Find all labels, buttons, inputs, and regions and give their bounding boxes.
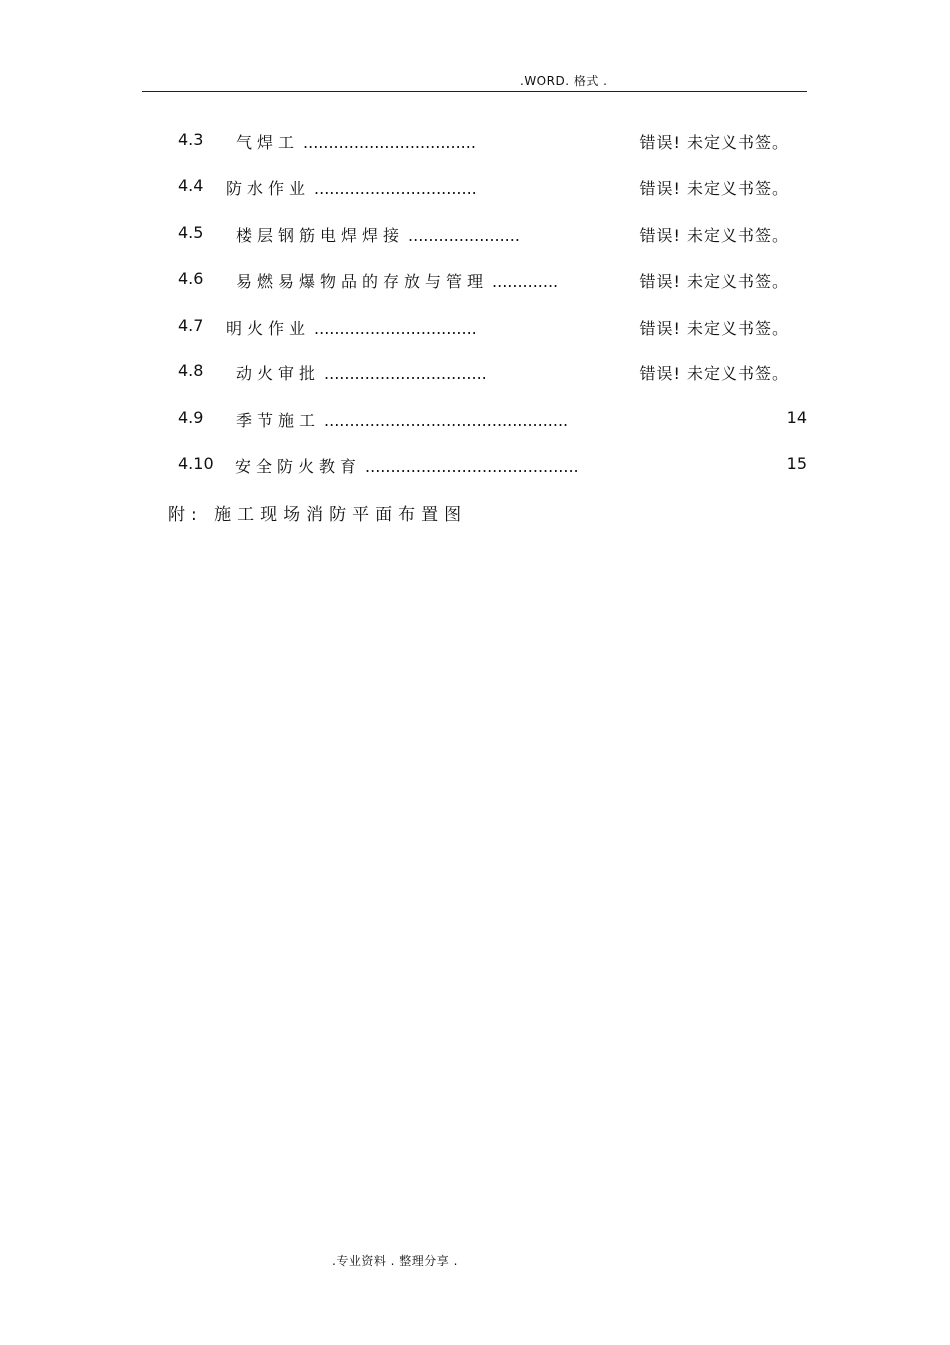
toc-page: 14 <box>786 408 807 427</box>
toc-entry-4-9[interactable] <box>178 408 807 432</box>
toc-title: 气焊工 .................................. <box>236 133 476 152</box>
toc-title: 易燃易爆物品的存放与管理 ............. <box>236 272 559 291</box>
toc-entry-4-6[interactable] <box>178 269 807 293</box>
toc-page: 错误! 未定义书签。 <box>639 319 789 338</box>
toc-number: 4.10 <box>178 454 214 473</box>
toc-title: 防水作业 ................................ <box>226 179 477 198</box>
toc-number: 4.8 <box>178 361 204 380</box>
toc-page: 错误! 未定义书签。 <box>639 272 789 291</box>
toc-page: 错误! 未定义书签。 <box>639 364 789 383</box>
toc-page: 15 <box>786 454 807 473</box>
toc-title: 动火审批 ................................ <box>236 364 487 383</box>
toc-page: 错误! 未定义书签。 <box>639 179 789 198</box>
toc-entry-4-3[interactable] <box>178 130 807 154</box>
toc-title: 明火作业 ................................ <box>226 319 477 338</box>
toc-page: 错误! 未定义书签。 <box>639 226 789 245</box>
toc-number: 4.4 <box>178 176 204 195</box>
toc-number: 4.9 <box>178 408 204 427</box>
toc-page: 错误! 未定义书签。 <box>639 133 789 152</box>
toc-number: 4.6 <box>178 269 204 288</box>
toc-entry-4-7[interactable] <box>178 316 807 340</box>
toc-number: 4.7 <box>178 316 204 335</box>
toc-title: 季节施工 ................................................ <box>236 411 569 430</box>
toc-entry-4-5[interactable] <box>178 223 807 247</box>
page-footer: .专业资料 . 整理分享 . <box>332 1254 458 1268</box>
toc-number: 4.3 <box>178 130 204 149</box>
toc-number: 4.5 <box>178 223 204 242</box>
toc-entry-4-8[interactable] <box>178 361 807 385</box>
toc-entry-4-10[interactable] <box>178 454 807 478</box>
header-rule <box>142 91 807 92</box>
toc-entry-4-4[interactable] <box>178 176 807 200</box>
toc-title: 安全防火教育 .......................................... <box>235 457 579 476</box>
page-header: .WORD. 格式 . <box>520 74 608 88</box>
toc-title: 楼层钢筋电焊焊接 ...................... <box>236 226 520 245</box>
appendix-line: 附: 施工现场消防平面布置图 <box>168 505 468 525</box>
